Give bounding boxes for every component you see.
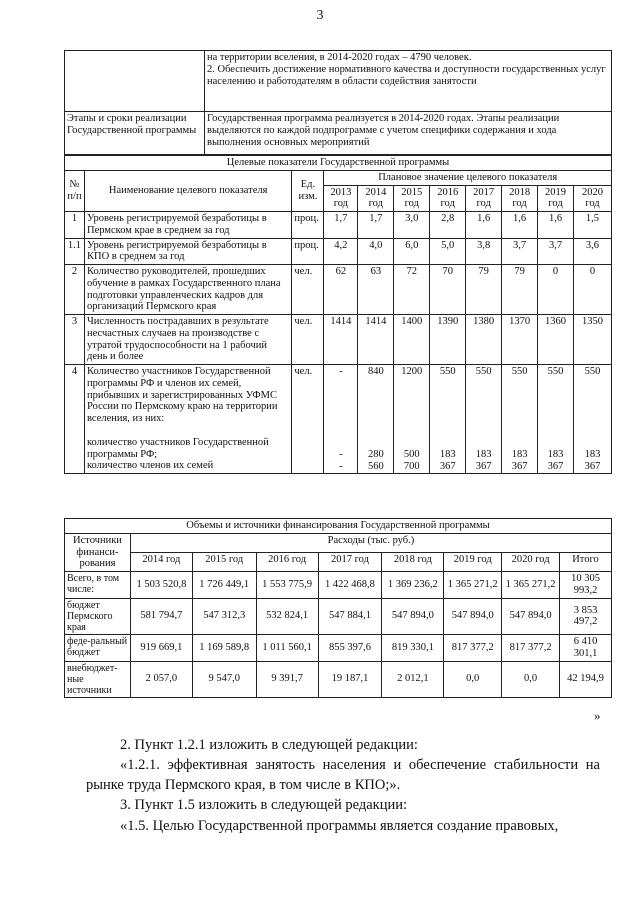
continuation-line-1: на территории вселения, в 2014-2020 годах – 4790 человек. — [207, 52, 472, 63]
fin-row-value: 1 011 560,1 — [256, 635, 318, 662]
passport-label-cont — [65, 51, 205, 112]
row-value: 1360 — [538, 315, 574, 365]
targets-section-title: Целевые показатели Государственной программы — [65, 156, 612, 171]
row-value: 1370 — [502, 315, 538, 365]
passport-row-stages — [65, 112, 612, 155]
fin-row-value: 1 553 775,9 — [256, 572, 318, 599]
row-value: 1414 — [324, 315, 358, 365]
table-row — [65, 635, 612, 662]
row-value: 1,5 — [573, 212, 611, 239]
fin-year-header: 2017 год — [318, 552, 382, 571]
row-name: Численность пострадавших в результате несчастных случаев на производстве с утратой трудоспособности на 1 рабочий день и более — [84, 315, 291, 365]
fin-year-header: 2020 год — [502, 552, 560, 571]
fin-row-value: 2 057,0 — [130, 661, 192, 698]
row4-cell: 1200 500 700 — [394, 365, 430, 474]
fin-row-value: 1 365 271,2 — [502, 572, 560, 599]
row-no: 1 — [65, 212, 85, 239]
row4-cell: 550 183 367 — [466, 365, 502, 474]
year-header: 2019 год — [538, 185, 574, 212]
paragraph-3: 3. Пункт 1.5 изложить в следующей редакции: — [120, 797, 408, 813]
row-value: 0 — [538, 265, 574, 315]
fin-row-value: 547 894,0 — [502, 598, 560, 635]
fin-year-header: Итого — [560, 552, 612, 571]
fin-row-value: 0,0 — [444, 661, 502, 698]
fin-year-header: 2016 год — [256, 552, 318, 571]
row-value: 62 — [324, 265, 358, 315]
table-row — [65, 212, 612, 239]
fin-row-label: внебюджет-ные источники — [65, 661, 131, 698]
col-unit: Ед. изм. — [292, 170, 324, 211]
fin-row-value: 547 894,0 — [382, 598, 444, 635]
fin-row-value: 3 853 497,2 — [560, 598, 612, 635]
table-row — [65, 315, 612, 365]
fin-row-value: 532 824,1 — [256, 598, 318, 635]
row-value: 79 — [502, 265, 538, 315]
row-unit: чел. — [292, 365, 324, 474]
row-unit: проц. — [292, 212, 324, 239]
fin-row-value: 42 194,9 — [560, 661, 612, 698]
fin-row-value: 10 305 993,2 — [560, 572, 612, 599]
fin-row-value: 1 503 520,8 — [130, 572, 192, 599]
fin-row-value: 819 330,1 — [382, 635, 444, 662]
fin-row-value: 1 369 236,2 — [382, 572, 444, 599]
row-value: 1400 — [394, 315, 430, 365]
row-value: 79 — [466, 265, 502, 315]
row-value: 1,7 — [358, 212, 394, 239]
paragraph-4: «1.5. Целью Государственной программы является создание правовых, — [120, 818, 559, 834]
col-expenses: Расходы (тыс. руб.) — [130, 533, 611, 552]
finance-section-title: Объемы и источники финансирования Государственной программы — [65, 519, 612, 534]
passport-row-continuation — [65, 51, 612, 112]
fin-row-value: 1 365 271,2 — [444, 572, 502, 599]
col-no: № п/п — [65, 170, 85, 211]
fin-row-value: 547 894,0 — [444, 598, 502, 635]
paragraph-1: 2. Пункт 1.2.1 изложить в следующей редакции: — [120, 737, 418, 753]
fin-year-header: 2015 год — [192, 552, 256, 571]
fin-row-value: 9 547,0 — [192, 661, 256, 698]
row-value: 1380 — [466, 315, 502, 365]
col-plan: Плановое значение целевого показателя — [324, 170, 612, 185]
row-unit: чел. — [292, 315, 324, 365]
fin-row-label: Всего, в том числе: — [65, 572, 131, 599]
row-value: 3,7 — [538, 238, 574, 265]
finance-table — [64, 518, 612, 698]
fin-year-header: 2014 год — [130, 552, 192, 571]
passport-text-cont — [205, 51, 612, 112]
table-row — [65, 598, 612, 635]
row-value: 1,6 — [502, 212, 538, 239]
row-value: 0 — [573, 265, 611, 315]
year-header: 2014 год — [358, 185, 394, 212]
year-header: 2016 год — [430, 185, 466, 212]
col-name: Наименование целевого показателя — [84, 170, 291, 211]
row4-subname-1: количество участников Государственной программы РФ; — [86, 436, 269, 460]
row-value: 63 — [358, 265, 394, 315]
row4-subname-2: количество членов их семей — [86, 460, 214, 472]
fin-year-header: 2019 год — [444, 552, 502, 571]
row-value: 3,6 — [573, 238, 611, 265]
fin-row-value: 9 391,7 — [256, 661, 318, 698]
fin-row-value: 855 397,6 — [318, 635, 382, 662]
table-row — [65, 661, 612, 698]
page-number: 3 — [316, 8, 324, 23]
row-unit: проц. — [292, 238, 324, 265]
row4-cell: 550 183 367 — [573, 365, 611, 474]
table-row — [65, 265, 612, 315]
fin-row-value: 817 377,2 — [444, 635, 502, 662]
fin-row-label: феде-ральный бюджет — [65, 635, 131, 662]
row-value: 4,0 — [358, 238, 394, 265]
row-value: 1,6 — [466, 212, 502, 239]
col-source: Источники финанси-рования — [65, 533, 131, 571]
fin-row-value: 547 884,1 — [318, 598, 382, 635]
table-row — [65, 365, 612, 474]
row-value: 3,0 — [394, 212, 430, 239]
fin-row-value: 581 794,7 — [130, 598, 192, 635]
table-row — [65, 238, 612, 265]
row-no: 1.1 — [65, 238, 85, 265]
row-value: 3,7 — [502, 238, 538, 265]
row-value: 3,8 — [466, 238, 502, 265]
row-value: 1,6 — [538, 212, 574, 239]
row4-cell: - - - — [324, 365, 358, 474]
year-header: 2020 год — [573, 185, 611, 212]
row4-name: Количество участников Государственной программы РФ и членов их семей, прибывших и зарегистрированных УФМС России по Пермскому краю на территории вселения, из них: — [86, 366, 278, 424]
row-value: 6,0 — [394, 238, 430, 265]
continuation-line-2: 2. Обеспечить достижение нормативного качества и доступности государственных услуг населению и работодателям в области содействия занятости — [207, 63, 606, 87]
row4-cell: 550 183 367 — [502, 365, 538, 474]
row4-cell: 550 183 367 — [430, 365, 466, 474]
passport-table — [64, 50, 612, 155]
row-value: 2,8 — [430, 212, 466, 239]
fin-year-header: 2018 год — [382, 552, 444, 571]
fin-row-value: 19 187,1 — [318, 661, 382, 698]
row-no: 2 — [65, 265, 85, 315]
row-value: 1390 — [430, 315, 466, 365]
row-name — [84, 365, 291, 474]
fin-row-value: 1 169 589,8 — [192, 635, 256, 662]
fin-row-value: 1 726 449,1 — [192, 572, 256, 599]
fin-row-value: 547 312,3 — [192, 598, 256, 635]
fin-row-value: 1 422 468,8 — [318, 572, 382, 599]
row-value: 1414 — [358, 315, 394, 365]
year-header: 2017 год — [466, 185, 502, 212]
fin-row-value: 6 410 301,1 — [560, 635, 612, 662]
fin-row-value: 2 012,1 — [382, 661, 444, 698]
table-row — [65, 572, 612, 599]
row4-cell: 550 183 367 — [538, 365, 574, 474]
row-value: 1350 — [573, 315, 611, 365]
stages-text: Государственная программа реализуется в 2014-2020 годах. Этапы реализации выделяются по каждой подпрограмме с учетом специфики содержания и хода выполнения основных мероприятий — [205, 112, 612, 155]
fin-row-value: 817 377,2 — [502, 635, 560, 662]
row-value: 1,7 — [324, 212, 358, 239]
fin-row-value: 0,0 — [502, 661, 560, 698]
row-no: 4 — [65, 365, 85, 474]
closing-quote: » — [594, 708, 601, 723]
stages-label: Этапы и сроки реализации Государственной программы — [65, 112, 205, 155]
row-value: 5,0 — [430, 238, 466, 265]
year-header: 2015 год — [394, 185, 430, 212]
row-value: 4,2 — [324, 238, 358, 265]
year-header: 2018 год — [502, 185, 538, 212]
row-no: 3 — [65, 315, 85, 365]
row-name: Уровень регистрируемой безработицы в КПО в среднем за год — [84, 238, 291, 265]
row-unit: чел. — [292, 265, 324, 315]
row-value: 72 — [394, 265, 430, 315]
row-name: Количество руководителей, прошедших обучение в рамках Государственного плана подготовки управленческих кадров для организаций Пермского края — [84, 265, 291, 315]
row-name: Уровень регистрируемой безработицы в Пермском крае в среднем за год — [84, 212, 291, 239]
paragraph-2: «1.2.1. эффективная занятость населения и обеспечение стабильности на рынке труда Пермского края, в том числе в КПО;». — [86, 757, 600, 793]
targets-table — [64, 155, 612, 474]
row4-cell: 840 280 560 — [358, 365, 394, 474]
year-header: 2013 год — [324, 185, 358, 212]
row-value: 70 — [430, 265, 466, 315]
fin-row-label: бюджет Пермского края — [65, 598, 131, 635]
fin-row-value: 919 669,1 — [130, 635, 192, 662]
